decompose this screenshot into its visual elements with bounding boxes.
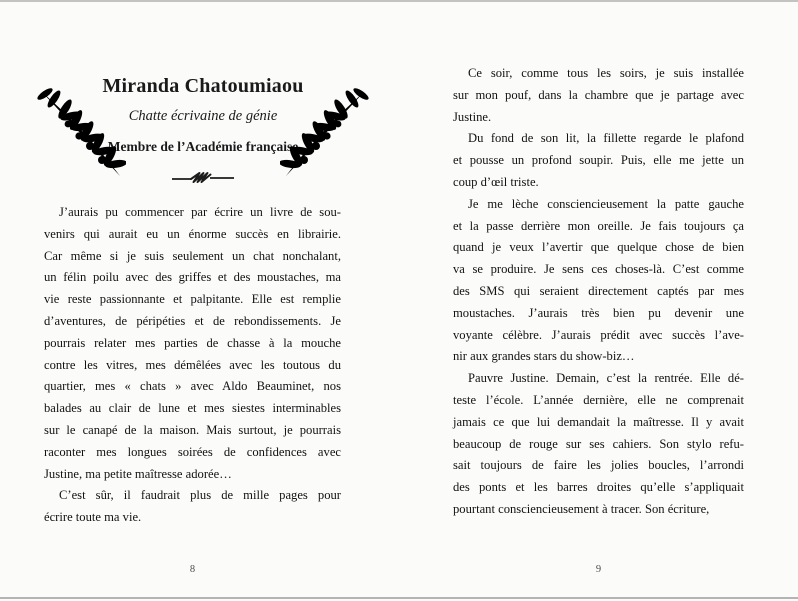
text-line: raconter mes longues soirées de confidences avec	[44, 444, 341, 459]
text-line: un félin poilu avec des griffes et des moustaches, ma	[44, 270, 341, 285]
text-line: nir aux grandes stars du show-biz…	[453, 349, 635, 364]
text-line: Ce soir, comme tous les soirs, je suis installée	[468, 66, 744, 80]
scribble-flourish-icon	[172, 171, 234, 185]
text-line: venirs qui aurait eu un énorme succès en librairie.	[44, 226, 341, 241]
text-line: d’aventures, de péripéties et de rebondissements. Je	[44, 313, 341, 328]
text-line: vie reste passionnante et palpitante. Elle est remplie	[44, 292, 341, 307]
page-right-body	[453, 63, 744, 521]
page-left-body	[44, 202, 341, 529]
page-number-right: 9	[595, 564, 602, 575]
paragraph	[453, 368, 744, 521]
chapter-header	[36, 74, 370, 185]
text-line: contre les vitres, mes démêlées avec les toutous du	[44, 357, 341, 372]
text-line: sur mon pouf, dans la chambre que je partage avec	[453, 87, 744, 102]
text-line: coup d’œil triste.	[453, 174, 539, 189]
text-line: quartier, mes « chats » avec Aldo Beauminet, nos	[44, 379, 341, 394]
text-line: Je me lèche consciencieusement la patte gauche	[468, 196, 744, 211]
text-line: Justine.	[453, 109, 492, 124]
text-line: Car même si je suis seulement un chat nonchalant,	[44, 248, 341, 263]
top-edge-rule	[0, 0, 798, 2]
text-line: pourtant consciencieusement à tracer. Son écriture,	[453, 501, 710, 516]
text-line: Pauvre Justine. Demain, c’est la rentrée. Elle dé-	[468, 371, 744, 386]
text-line: J’aurais pu commencer par écrire un livre de sou-	[59, 205, 341, 219]
text-line: sait toujours de faire les jolies boucles, l’arrondi	[453, 458, 744, 473]
text-line: voyante célèbre. J’aurais prédit avec succès l’ave-	[453, 327, 744, 342]
author-subtitle: Chatte écrivaine de génie	[128, 108, 278, 124]
text-line: jamais ce que lui demandait la maîtresse. Il y avait	[453, 414, 744, 429]
olive-branch-icon	[280, 86, 374, 182]
text-line: C’est sûr, il faudrait plus de mille pages pour	[59, 488, 341, 503]
author-affiliation: Membre de l’Académie française	[107, 139, 299, 154]
paragraph	[453, 63, 744, 128]
bottom-edge-rule	[0, 597, 798, 599]
text-line: beaucoup de rouge sur ses cahiers. Son stylo refu-	[453, 436, 744, 451]
text-line: et pousse un profond soupir. Puis, elle me jette un	[453, 153, 744, 168]
author-title: Miranda Chatoumiaou	[102, 75, 304, 97]
paragraph	[44, 202, 341, 485]
text-line: pourrais relater mes parties de chasse à la mouche	[44, 335, 341, 350]
text-line: des SMS qui seraient directement captés par mes	[453, 283, 744, 298]
text-line: moustaches. J’aurais très bien pu devenir une	[453, 305, 744, 320]
text-line: écrire toute ma vie.	[44, 510, 142, 525]
text-line: sur le canapé de la maison. Mais surtout, je pourrais	[44, 422, 341, 437]
text-line: des ponts et les barres droites qu’elle s’appliquait	[453, 480, 744, 495]
text-line: va se produire. Je sens ces choses-là. C’est comme	[453, 262, 744, 277]
text-line: teste l’école. L’année dernière, elle ne comprenait	[453, 392, 744, 407]
text-line: balades au clair de lune et mes siestes interminables	[44, 401, 341, 416]
page-number-left: 8	[189, 564, 196, 575]
text-line: quand je veux l’avertir que quelque chose de bien	[453, 240, 744, 255]
text-line: Justine, ma petite maîtresse adorée…	[44, 466, 232, 481]
text-line: et la passe derrière mon oreille. Je fais toujours ça	[453, 218, 744, 233]
olive-branch-icon	[32, 86, 126, 182]
text-line: Du fond de son lit, la fillette regarde le plafond	[468, 131, 744, 146]
paragraph	[44, 485, 341, 529]
paragraph	[453, 128, 744, 193]
paragraph	[453, 194, 744, 368]
